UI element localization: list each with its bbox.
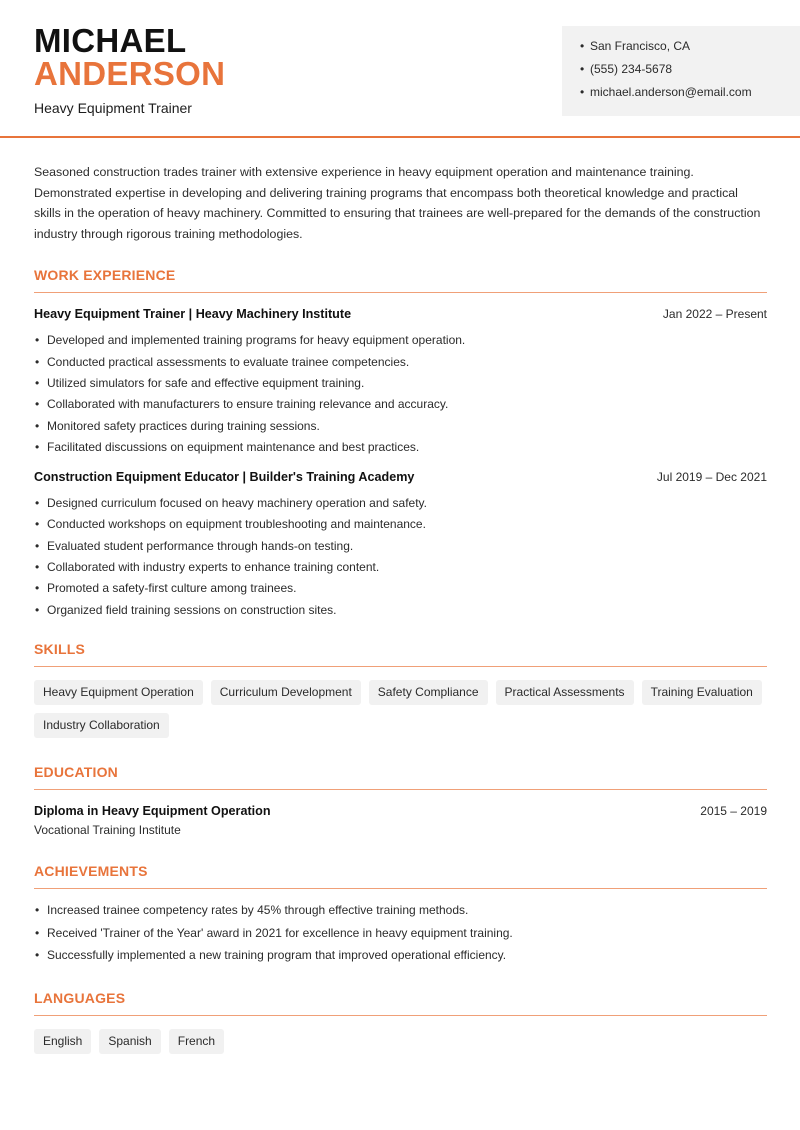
- job-entry: [34, 307, 767, 458]
- education-section: [34, 764, 767, 837]
- list-item: • Collaborated with manufacturers to ensure training relevance and accuracy.: [34, 394, 767, 415]
- skill-tag: Heavy Equipment Operation: [34, 680, 203, 705]
- job-title: Heavy Equipment Trainer | Heavy Machinery Institute: [34, 307, 352, 322]
- contact-location: • San Francisco, CA: [580, 36, 800, 59]
- list-item: • Developed and implemented training programs for heavy equipment operation.: [34, 330, 767, 351]
- section-title-skills: SKILLS: [34, 641, 767, 667]
- achievements-section: [34, 863, 767, 967]
- skills-tags: [34, 680, 767, 738]
- list-item: • Facilitated discussions on equipment maintenance and best practices.: [34, 437, 767, 458]
- language-tag: English: [34, 1029, 91, 1054]
- job-entry: [34, 470, 767, 621]
- section-title-achievements: ACHIEVEMENTS: [34, 863, 767, 889]
- list-item: • Successfully implemented a new training program that improved operational efficiency.: [34, 944, 767, 967]
- education-header: [34, 804, 767, 818]
- job-dates: Jul 2019 – Dec 2021: [656, 470, 767, 485]
- skill-tag: Practical Assessments: [496, 680, 634, 705]
- resume-body: [34, 162, 767, 1054]
- skill-tag: Curriculum Development: [211, 680, 361, 705]
- education-dates: 2015 – 2019: [700, 803, 767, 818]
- list-item: • Collaborated with industry experts to enhance training content.: [34, 557, 767, 578]
- list-item: • Conducted practical assessments to evaluate trainee competencies.: [34, 352, 767, 373]
- list-item: • Organized field training sessions on construction sites.: [34, 600, 767, 621]
- skill-tag: Industry Collaboration: [34, 713, 169, 738]
- resume-header: [0, 0, 800, 138]
- job-title: Heavy Equipment Trainer: [34, 100, 192, 116]
- list-item: • Designed curriculum focused on heavy machinery operation and safety.: [34, 493, 767, 514]
- list-item: • Promoted a safety-first culture among trainees.: [34, 578, 767, 599]
- list-item: • Evaluated student performance through hands-on testing.: [34, 536, 767, 557]
- languages-section: [34, 990, 767, 1054]
- job-header: [34, 470, 767, 484]
- section-title-education: EDUCATION: [34, 764, 767, 790]
- section-title-work: WORK EXPERIENCE: [34, 267, 767, 293]
- list-item: • Conducted workshops on equipment troubleshooting and maintenance.: [34, 514, 767, 535]
- summary: Seasoned construction trades trainer with extensive experience in heavy equipment operation and maintenance training. Demonstrated expertise in developing and delivering training programs that encompass both theoretical knowledge and practical skills in the operation of heavy machinery. Committed to ensuring that trainees are well-prepared for the demands of the construction industry through rigorous training methodologies.: [34, 165, 761, 241]
- job-title: Construction Equipment Educator | Builder's Training Academy: [34, 470, 415, 485]
- degree: Diploma in Heavy Equipment Operation: [34, 803, 271, 818]
- language-tag: French: [169, 1029, 224, 1054]
- section-title-languages: LANGUAGES: [34, 990, 767, 1016]
- language-tag: Spanish: [99, 1029, 160, 1054]
- list-item: • Monitored safety practices during training sessions.: [34, 416, 767, 437]
- list-item: • Utilized simulators for safe and effective equipment training.: [34, 373, 767, 394]
- contact-phone: • (555) 234-5678: [580, 59, 800, 82]
- job-bullets: [34, 330, 767, 458]
- skills-section: [34, 641, 767, 738]
- job-header: [34, 307, 767, 321]
- contact-email: • michael.anderson@email.com: [580, 82, 800, 105]
- last-name: ANDERSON: [34, 55, 226, 92]
- first-name: MICHAEL: [34, 22, 187, 59]
- contact-box: [562, 26, 800, 116]
- skill-tag: Training Evaluation: [642, 680, 762, 705]
- achievement-bullets: [34, 899, 767, 967]
- work-experience-section: [34, 267, 767, 621]
- list-item: • Increased trainee competency rates by 45% through effective training methods.: [34, 899, 767, 922]
- job-dates: Jan 2022 – Present: [662, 307, 767, 322]
- list-item: • Received 'Trainer of the Year' award in 2021 for excellence in heavy equipment training.: [34, 922, 767, 945]
- job-bullets: [34, 493, 767, 621]
- skill-tag: Safety Compliance: [369, 680, 488, 705]
- education-entry: [34, 804, 767, 837]
- school: Vocational Training Institute: [34, 822, 181, 837]
- language-tags: [34, 1029, 767, 1054]
